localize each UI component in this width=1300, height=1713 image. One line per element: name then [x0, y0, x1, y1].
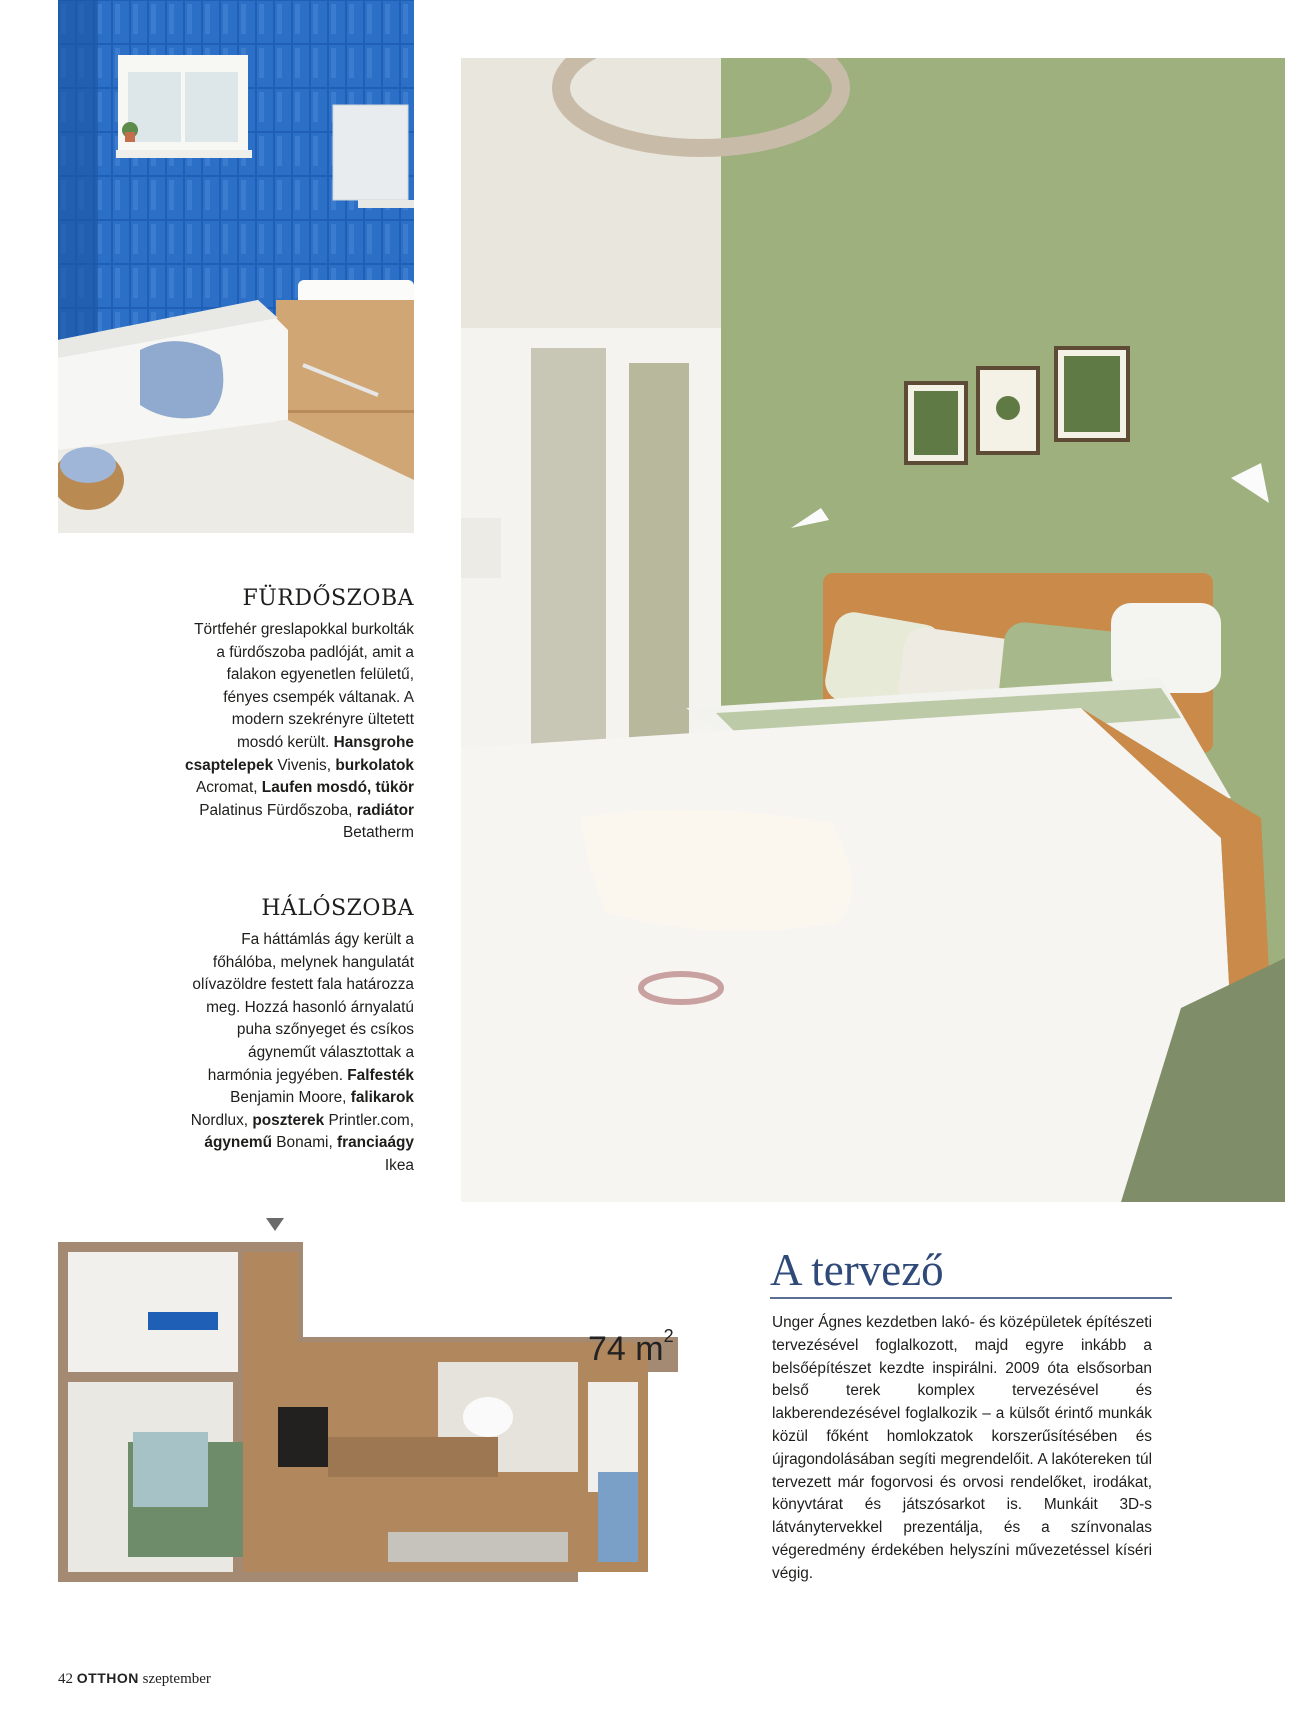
- credit-label: Falfesték: [347, 1066, 414, 1084]
- credit-value: Acromat,: [195, 779, 262, 797]
- designer-title: A tervező: [770, 1245, 944, 1295]
- page-number: 42: [58, 1671, 73, 1687]
- magazine-brand: OTTHON: [76, 1670, 139, 1686]
- credit-value: Benjamin Moore,: [230, 1089, 351, 1107]
- credit-value: Bonami,: [271, 1134, 337, 1152]
- bathroom-heading: FÜRDŐSZOBA: [242, 586, 414, 611]
- floorplan-3d: [58, 1242, 688, 1600]
- issue-month: szeptember: [142, 1671, 211, 1687]
- page-footer: [58, 1670, 211, 1688]
- credit-label: poszterek: [252, 1111, 325, 1129]
- bedroom-section: [184, 896, 414, 1178]
- credit-label: radiátor: [356, 801, 414, 819]
- credit-label: Laufen mosdó, tükör: [261, 779, 414, 797]
- credit-label: falikarok: [350, 1089, 414, 1107]
- credit-value: Vivenis,: [273, 756, 336, 774]
- area-value: 74 m: [588, 1330, 664, 1368]
- bathroom-intro: Törtfehér greslapokkal burkolták a fürdőszoba padlóját, amit a falakon egyenetlen felületű, fényes csempék váltanak. A modern szekrényre ültetett mosdó került.: [194, 621, 414, 751]
- designer-text: Unger Ágnes kezdetben lakó- és középületek építészeti tervezésével foglalkozott, majd egyre inkább a belsőépítészet kezdte inspirálni. 2009 óta elsősorban belső terek komplex tervezésével és lakberendezésével foglalkozik – a külsőt érintő munkák közül főként homlokzatok korszerűsítésében és újragondolásában segíti megrendelőit. A lakótereken túl tervezett már fogorvosi és orvosi rendelőket, irodákat, könyvtárat és játszósarkot is. Munkáit 3D-s látványtervekkel prezentálja, és a színvonalas végeredmény érdekében helyszíni művezetéssel kíséri végig.: [772, 1314, 1152, 1582]
- bathroom-text: [184, 619, 414, 845]
- floor-area-label: [588, 1326, 674, 1369]
- credit-value: Nordlux,: [190, 1111, 253, 1129]
- bedroom-heading: HÁLÓSZOBA: [261, 896, 414, 921]
- credit-value: Ikea: [384, 1156, 414, 1174]
- credit-value: Palatinus Fürdőszoba,: [199, 801, 357, 819]
- credit-label: Hansgrohe csaptelepek: [185, 733, 414, 774]
- credit-value: Printler.com,: [324, 1111, 414, 1129]
- credit-label: ágynemű: [204, 1134, 272, 1152]
- bedroom-text: [184, 929, 414, 1178]
- credit-value: Betatherm: [342, 824, 414, 842]
- bathroom-section: [184, 586, 414, 845]
- credit-label: franciaágy: [337, 1134, 414, 1152]
- down-arrow-icon: [266, 1218, 284, 1231]
- area-exponent: 2: [663, 1326, 674, 1346]
- credit-label: burkolatok: [335, 756, 414, 774]
- bedroom-intro: Fa háttámlás ágy került a főhálóba, melynek hangulatát olívazöldre festett fala határozza meg. Hozzá hasonló árnyalatú puha szőnyeget és csíkos ágyneműt választottak a harmónia jegyében.: [192, 931, 414, 1084]
- title-rule: [770, 1297, 1172, 1299]
- bathroom-photo: [58, 0, 414, 533]
- bedroom-photo: [461, 58, 1285, 1202]
